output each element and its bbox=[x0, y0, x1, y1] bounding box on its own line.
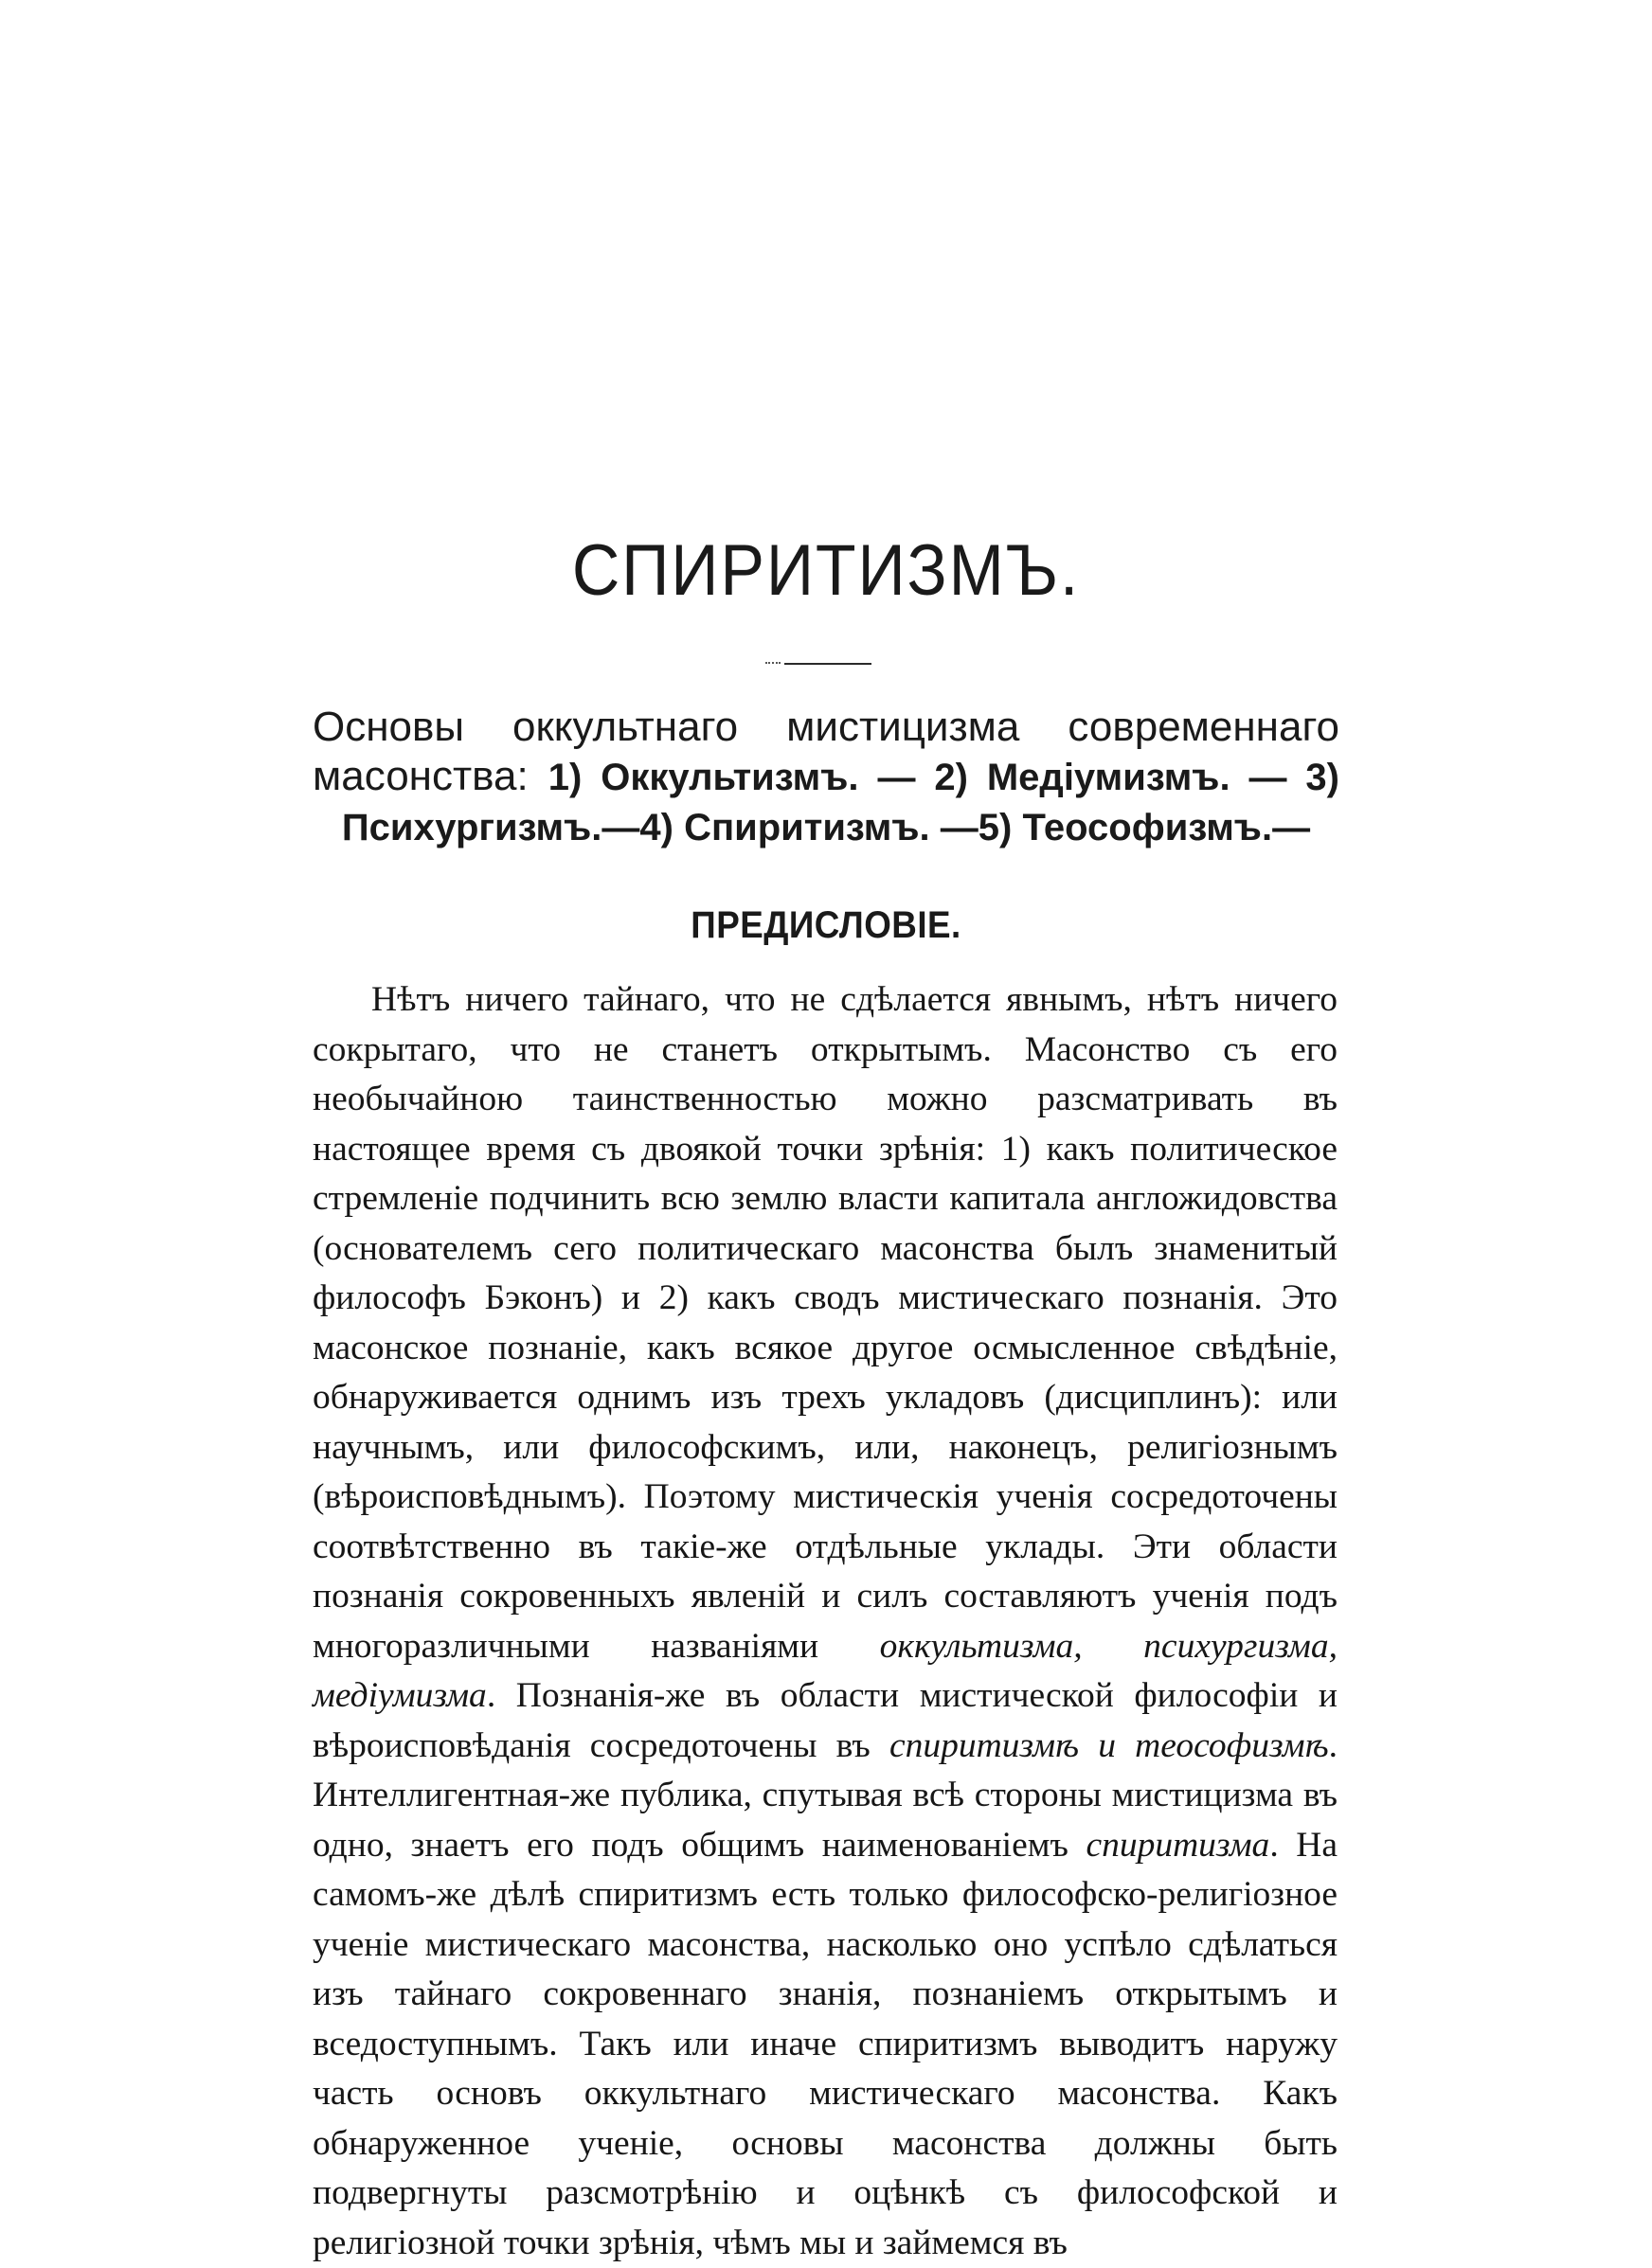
title-divider bbox=[784, 663, 871, 665]
page-title: СПИРИТИЗМЪ. bbox=[571, 530, 1081, 611]
paragraph-italic-2: спиритизмѣ и теософизмѣ bbox=[889, 1725, 1329, 1765]
paragraph-text-4: . На самомъ-же дѣлѣ спиритизмъ есть только философско-религіозное ученіе мистическаго масонства, насколько оно успѣло сдѣлаться изъ тайнаго сокровеннаго знанія, познаніемъ открытымъ и вседоступнымъ. Такъ или иначе спиритизмъ выводитъ наружу часть основъ оккультнаго мистическаго масонства. Какъ обнаруженное ученіе, основы масонства должны быть подвергнуты разсмотрѣнію и оцѣнкѣ съ философской и религіозной точки зрѣнія, чѣмъ мы и займемся въ bbox=[313, 1825, 1338, 2262]
paragraph-text-2: . Познанія-же въ области мистической философіи и вѣроисповѣданія сосредоточены въ bbox=[313, 1676, 1338, 1765]
section-heading: ПРЕДИСЛОВІЕ. bbox=[691, 904, 961, 946]
paragraph-italic-1: оккультизма, психургизма, медіумизма bbox=[313, 1626, 1338, 1715]
subtitle bbox=[313, 703, 1339, 852]
paragraph-italic-3: спиритизма bbox=[1086, 1825, 1270, 1865]
paragraph-text-1: Нѣтъ ничего тайнаго, что не сдѣлается явнымъ, нѣтъ ничего сокрытаго, что не станетъ открытымъ. Масонство съ его необычайною таинственностью можно разсматривать въ настоящее время съ двоякой точки зрѣнія: 1) какъ политическое стремленіе подчинить всю землю власти капитала англожидовства (основателемъ сего политическаго масонства былъ знаменитый философъ Бэконъ) и 2) какъ сводъ мистическаго познанія. Это масонское познаніе, какъ всякое другое осмысленное свѣдѣніе, обнаруживается однимъ изъ трехъ укладовъ (дисциплинъ): или научнымъ, или философскимъ, или, наконецъ, религіознымъ (вѣроисповѣднымъ). Поэтому мистическія ученія сосредоточены соотвѣтственно въ такіе-же отдѣльные уклады. Эти области познанія сокровенныхъ явленій и силъ составляютъ ученія подъ многоразличными названіями bbox=[313, 980, 1338, 1666]
preface-paragraph bbox=[313, 975, 1338, 2268]
title-divider-dots bbox=[765, 662, 781, 667]
paragraph-text-3: . Интеллигентная-же публика, спутывая всѣ стороны мистицизма въ одно, знаетъ его подъ общимъ наименованіемъ bbox=[313, 1725, 1338, 1865]
subtitle-intro: Основы оккультнаго мистицизма современнаго масонства: bbox=[313, 704, 1339, 799]
subtitle-items: 1) Оккультизмъ. — 2) Медіумизмъ. — 3) Психургизмъ.—4) Спиритизмъ. —5) Теософизмъ.— bbox=[341, 757, 1339, 848]
